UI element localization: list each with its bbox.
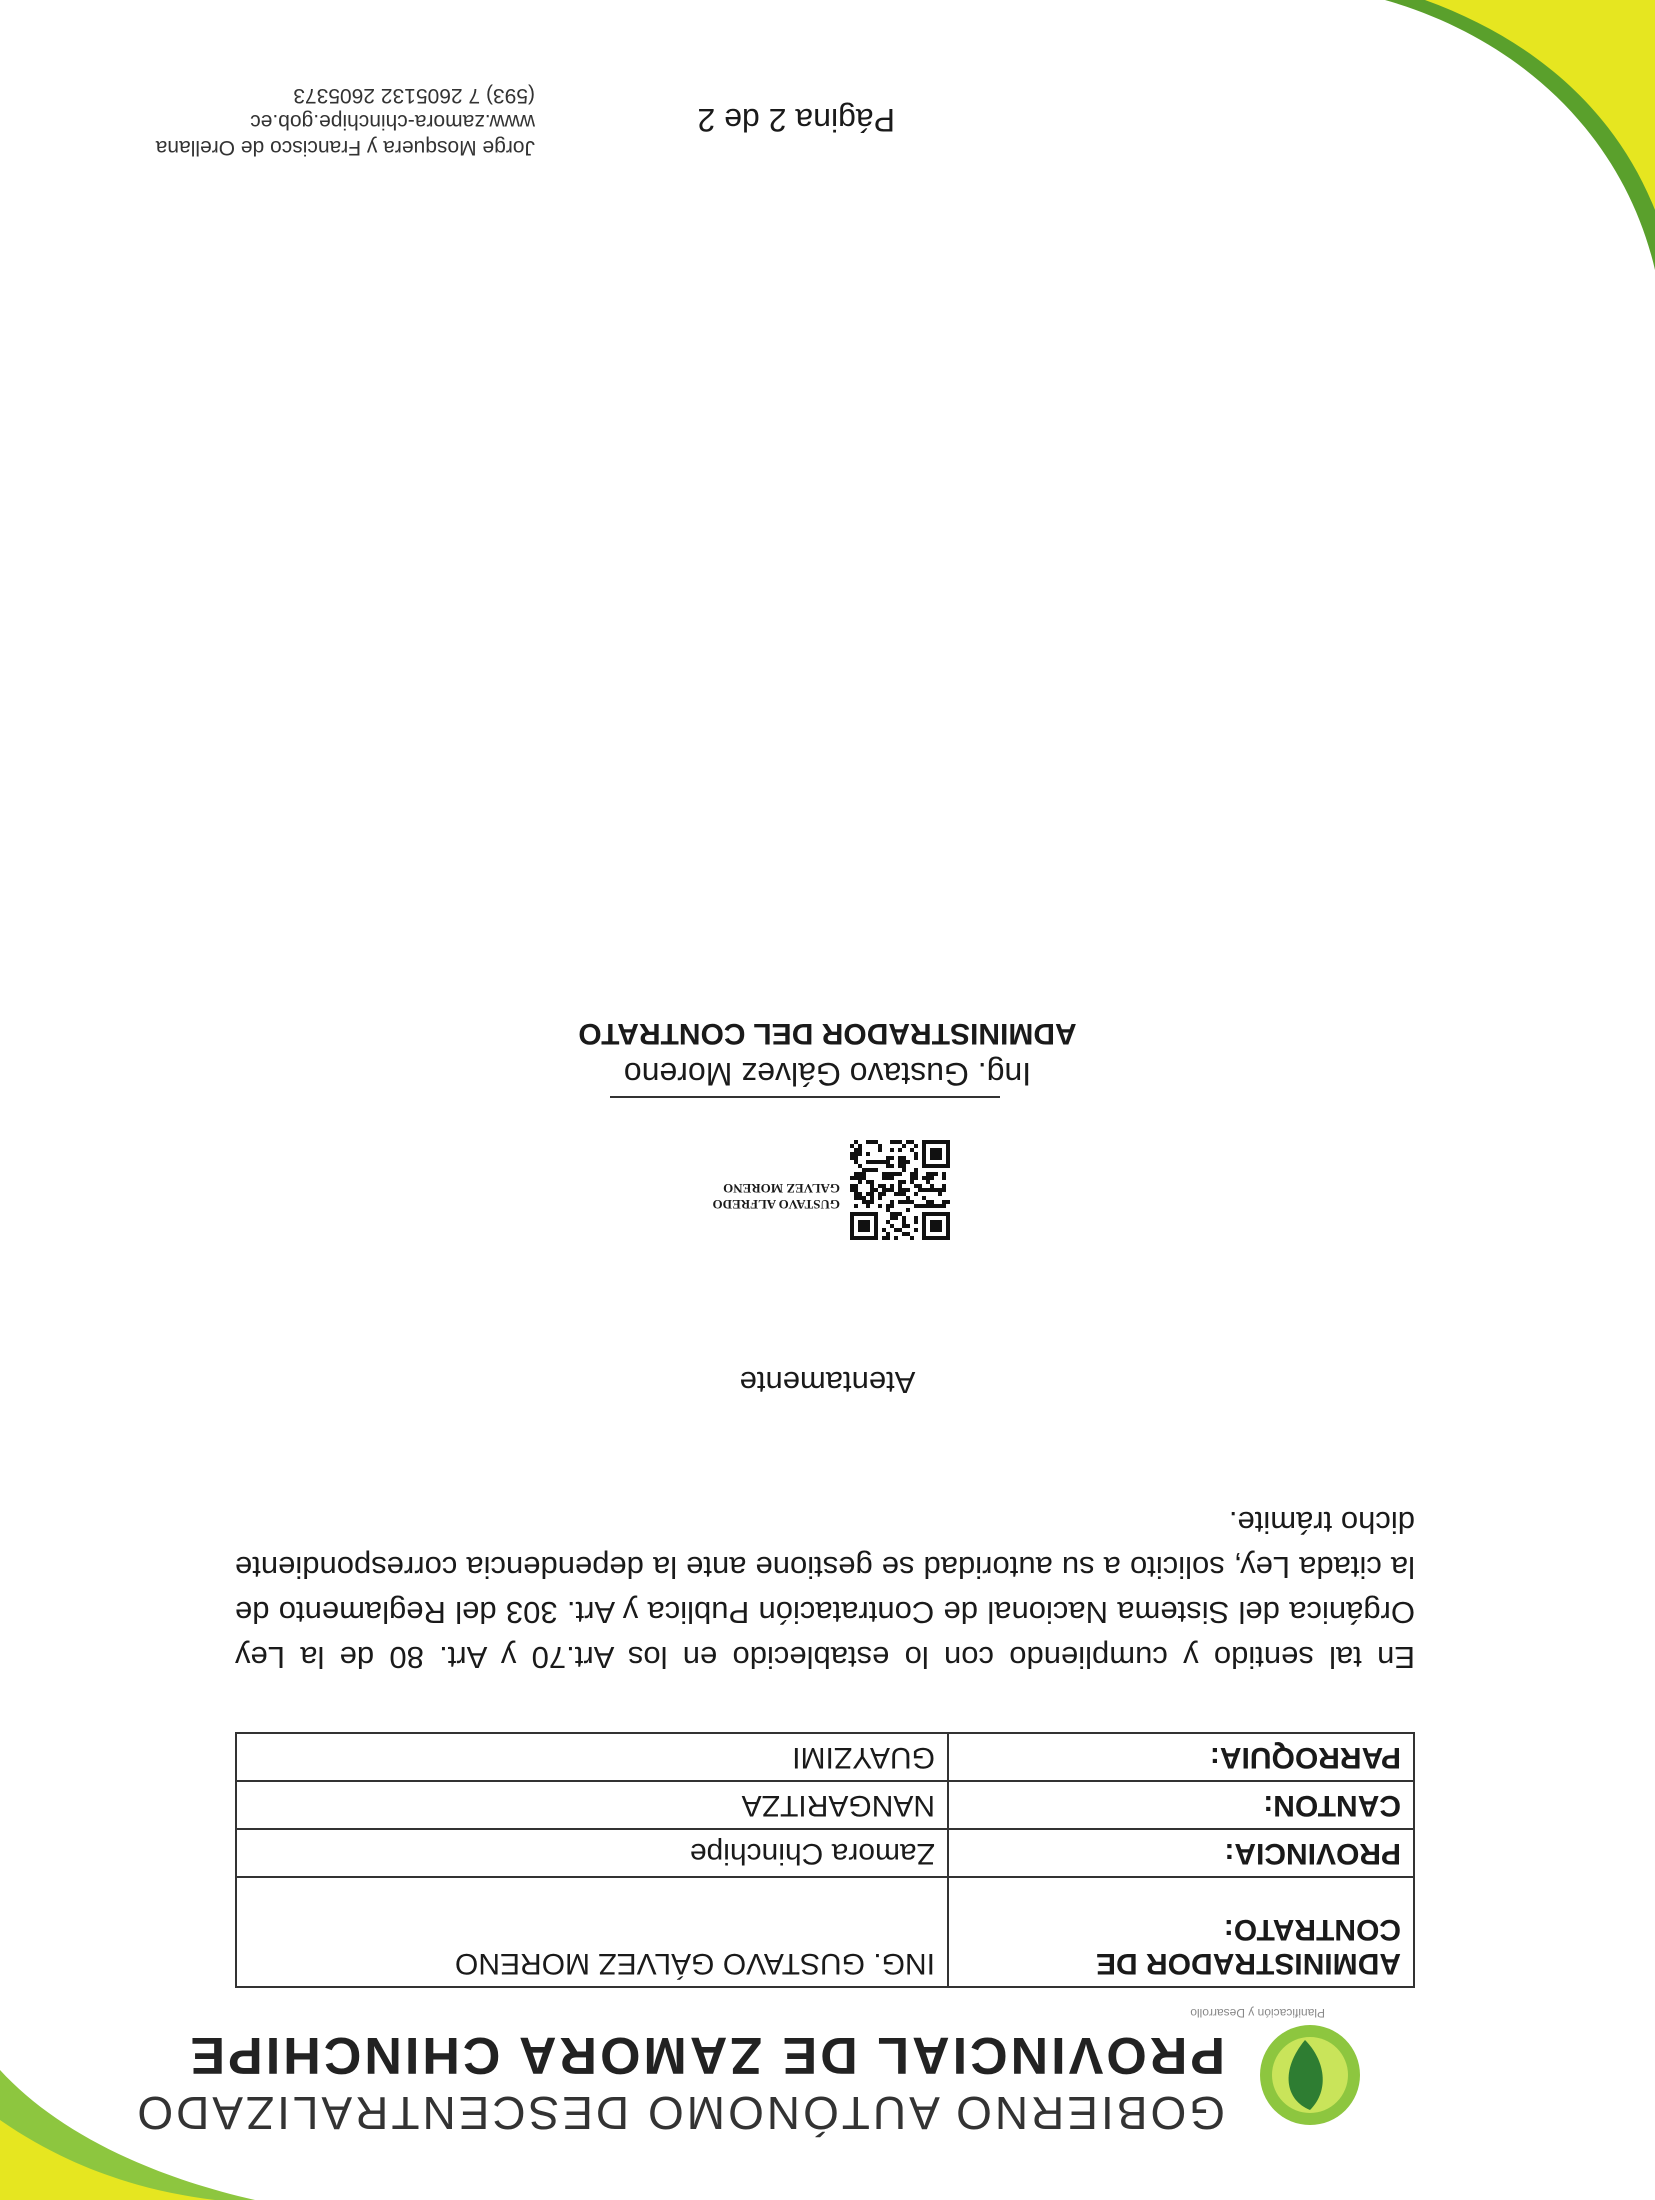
table-label: CANTON: — [948, 1781, 1414, 1829]
table-label: PARROQUIA: — [948, 1733, 1414, 1781]
page-number: Página 2 de 2 — [697, 102, 895, 138]
table-value: NANGARITZA — [236, 1781, 948, 1829]
signer-name: Ing. Gustavo Gálvez Moreno — [623, 1056, 1032, 1092]
footer-address: Jorge Mosquera y Francisco de Orellana — [155, 136, 535, 159]
gad-logo — [1255, 2020, 1365, 2130]
footer-website: www.zamora-chinchipe.gob.ec — [250, 110, 535, 133]
qr-signer-name-line2: GALVEZ MORENO — [723, 1181, 840, 1196]
header-title-line2: PROVINCIAL DE ZAMORA CHINCHIPE — [187, 2026, 1225, 2084]
table-value: GUAYZIMI — [236, 1733, 948, 1781]
table-row — [236, 1733, 1414, 1781]
signer-role: ADMINISTRADOR DEL CONTRATO — [578, 1017, 1077, 1050]
electronic-signature — [700, 1130, 950, 1240]
footer-contact — [156, 82, 535, 160]
table-value: Zamora Chinchipe — [236, 1829, 948, 1877]
closing-text: Atentamente — [739, 1365, 916, 1400]
signature-line — [610, 1096, 1000, 1098]
table-label: PROVINCIA: — [948, 1829, 1414, 1877]
table-row — [236, 1829, 1414, 1877]
body-paragraph: En tal sentido y cumpliendo con lo establecido en los Art.70 y Art. 80 de la Ley Orgánica del Sistema Nacional de Contratación Publica y Art. 303 del Reglamento de la citada Ley, solicito a su autoridad se gestione ante la dependencia correspondiente dicho trámite. — [235, 1505, 1415, 1675]
header-title-line1: GOBIERNO AUTÓNOMO DESCENTRALIZADO — [134, 2087, 1225, 2139]
table-row — [236, 1781, 1414, 1829]
contract-info-table — [235, 1732, 1415, 1988]
table-value: ING. GUSTAVO GÁLVEZ MORENO — [236, 1877, 948, 1987]
table-label: ADMINISTRADOR DE CONTRATO: — [948, 1877, 1414, 1987]
qr-signer-name-line1: GUSTAVO ALFREDO — [712, 1197, 840, 1212]
qr-code-icon — [850, 1140, 950, 1240]
table-row — [236, 1877, 1414, 1987]
bottom-left-swoosh — [1385, 0, 1655, 270]
footer-phone: (593) 7 2605132 2605373 — [293, 84, 535, 107]
header-small-text: Planificación y Desarrollo — [1190, 2006, 1325, 2020]
